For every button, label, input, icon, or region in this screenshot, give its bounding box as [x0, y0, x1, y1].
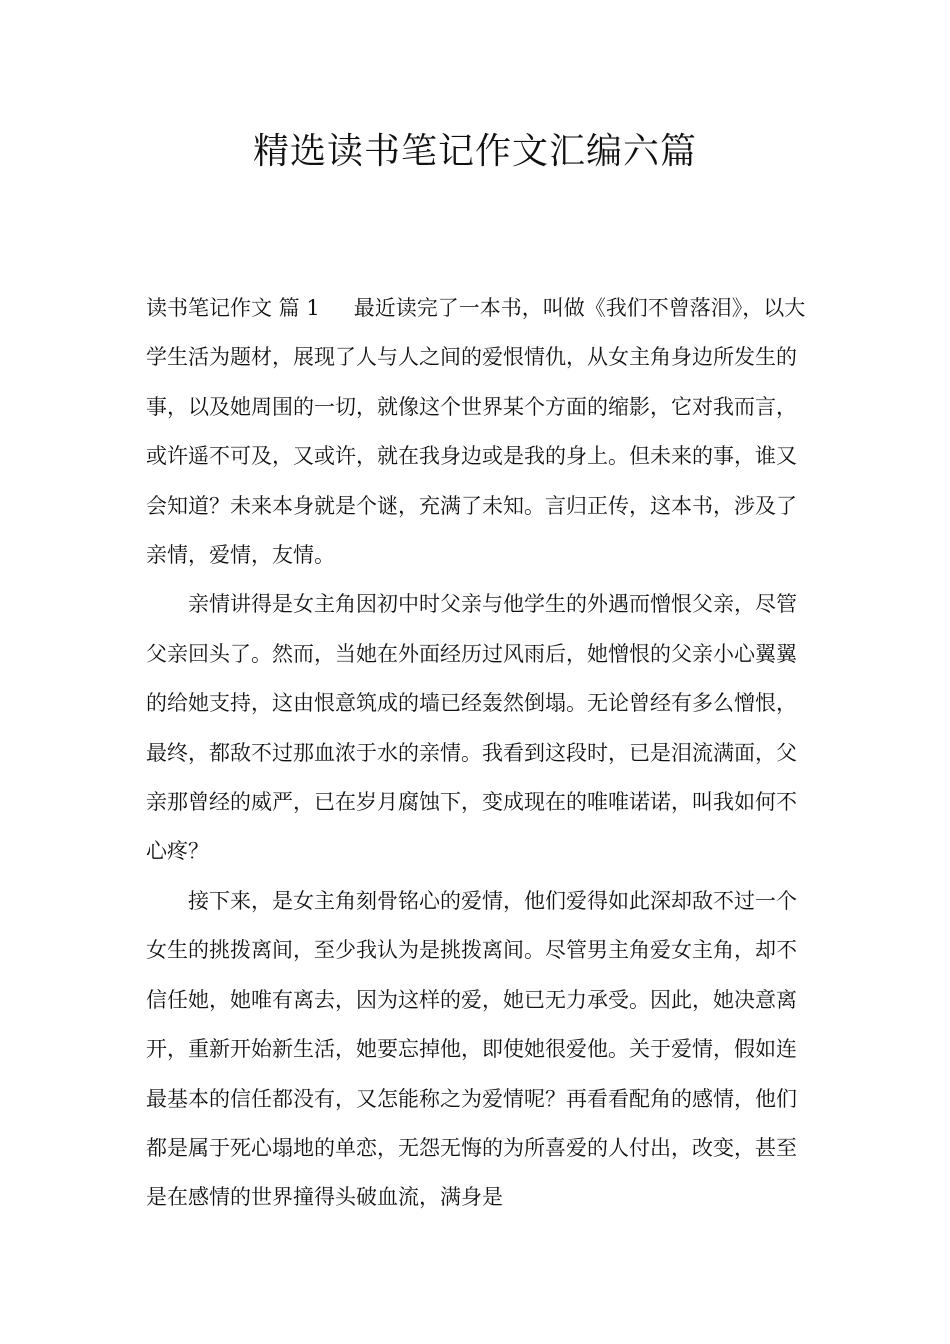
document-title: 精选读书笔记作文汇编六篇: [252, 131, 697, 172]
document-body: [146, 284, 814, 1223]
section-label: 读书笔记作文 篇 1: [146, 296, 320, 320]
paragraph-2: 亲情讲得是女主角因初中时父亲与他学生的外遇而憎恨父亲，尽管父亲回头了。然而，当她在外面经历过风雨后，她憎恨的父亲小心翼翼的给她支持，这由恨意筑成的墙已经轰然倒塌。无论曾经有多么憎恨，最终，都敌不过那血浓于水的亲情。我看到这段时，已是泪流满面，父亲那曾经的威严，已在岁月腐蚀下，变成现在的唯唯诺诺，叫我如何不心疼？: [146, 592, 797, 864]
paragraph-3: 接下来，是女主角刻骨铭心的爱情，他们爱得如此深却敌不过一个女生的挑拨离间，至少我认为是挑拨离间。尽管男主角爱女主角，却不信任她，她唯有离去，因为这样的爱，她已无力承受。因此，她决意离开，重新开始新生活，她要忘掉他，即使她很爱他。关于爱情，假如连最基本的信任都没有，又怎能称之为爱情呢？再看看配角的感情，他们都是属于死心塌地的单恋，无怨无悔的为所喜爱的人付出，改变，甚至是在感情的世界撞得头破血流，满身是: [146, 888, 797, 1210]
paragraph-1-text: 最近读完了一本书，叫做《我们不曾落泪》，以大学生活为题材，展现了人与人之间的爱恨情仇，从女主角身边所发生的事，以及她周围的一切，就像这个世界某个方面的缩影，它对我而言，或许遥不可及，又或许，就在我身边或是我的身上。但未来的事，谁又会知道？未来本身就是个谜，充满了未知。言归正传，这本书，涉及了亲情，爱情，友情。: [146, 296, 806, 568]
paragraph-1: [146, 284, 814, 580]
